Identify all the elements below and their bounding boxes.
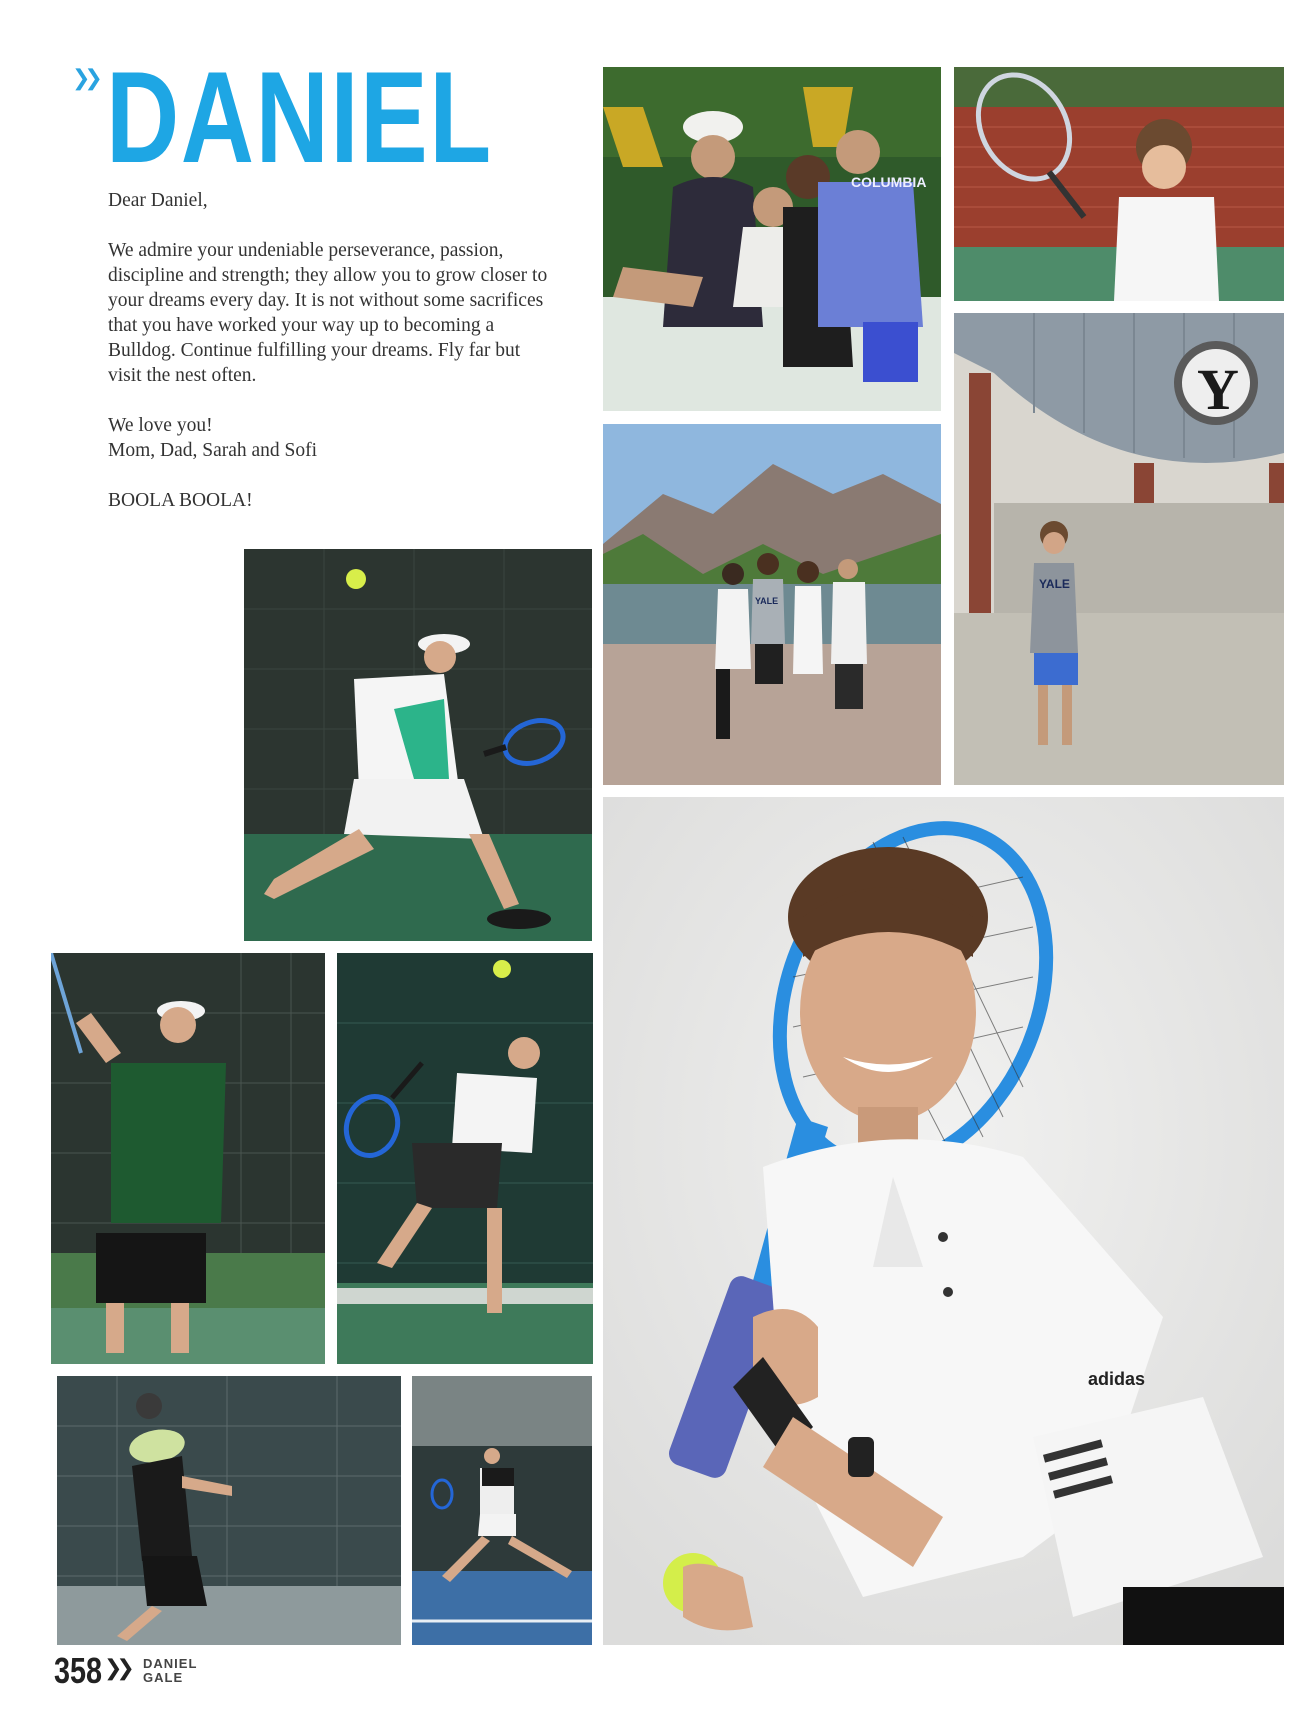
letter-closing-line1: We love you! [108,415,213,436]
photo-green-shirt [51,953,325,1364]
photo-family-stadium [603,67,941,411]
letter-closing-line2: Mom, Dad, Sarah and Sofi [108,440,318,461]
letter-closing [108,413,548,463]
photo-mountains-family [603,424,941,785]
letter-signoff: BOOLA BOOLA! [108,490,253,511]
footer-last-name: GALE [143,1670,184,1685]
page-number: 358 [54,1650,103,1691]
photo-serve [337,953,593,1364]
photo-lunge-forehand [244,549,592,941]
mountain-yale-shirt-text: YALE [755,596,779,606]
building-letter: Y [1197,357,1239,422]
photo-kid-racket [954,67,1284,301]
footer-name [143,1657,197,1685]
footer-first-name: DANIEL [143,1656,198,1671]
adidas-logo-text: adidas [1088,1369,1146,1389]
photo-black-shirt [57,1376,401,1645]
letter-text [108,188,548,538]
columbia-shirt-text: COLUMBIA [851,174,927,190]
title-chevron-icon: ❯❯ [72,66,97,91]
photo-portrait [603,797,1284,1645]
photo-yale-building [954,313,1284,785]
footer-chevron-icon: ❯❯ [104,1656,129,1681]
building-yale-shirt-text: YALE [1039,577,1070,591]
photo-wide-lunge [412,1376,592,1645]
letter-greeting: Dear Daniel, [108,190,208,211]
page-title: DANIEL [106,44,493,190]
letter-body: We admire your undeniable perseverance, passion, discipline and strength; they allow you to grow closer to your dreams every day. It is not without some sacrifices that you have worked your way up to becoming a Bulldog. Continue fulfilling your dreams. Fly far but visit the nest often. [108,240,548,386]
